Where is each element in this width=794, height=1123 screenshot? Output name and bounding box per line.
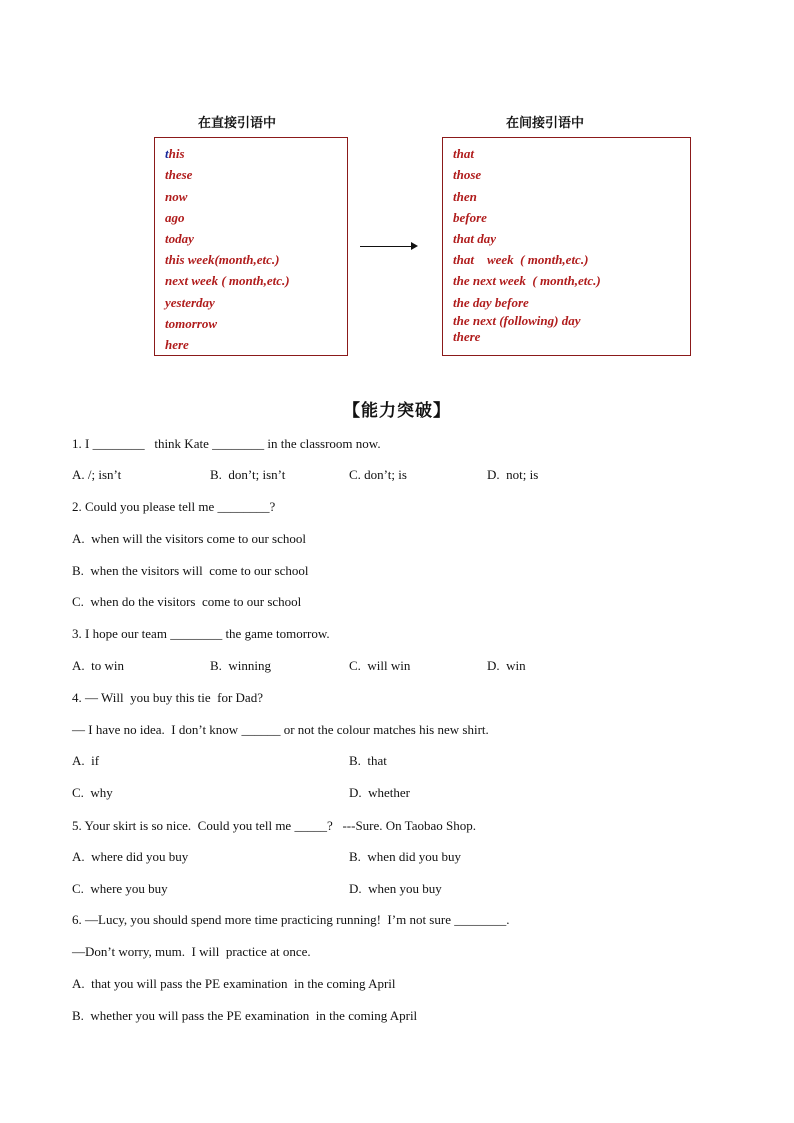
q4-option-a: A. if [72,753,100,768]
direct-word: ago [165,210,185,225]
q2-option-a: A. when will the visitors come to our school [72,531,306,546]
direct-word: this week(month,etc.) [165,252,280,267]
indirect-word: the next (following) day [453,313,581,328]
q5-option-a: A. where did you buy [72,849,189,864]
direct-word: tomorrow [165,316,218,331]
q2-option-c: C. when do the visitors come to our school [72,594,302,609]
q4-option-b: B. that [349,753,387,768]
direct-word: today [165,231,194,246]
indirect-word: that [453,146,474,161]
direct-speech-box [154,137,348,356]
question-2-stem: 2. Could you please tell me ________? [72,499,276,514]
question-1-stem: 1. I ________ think Kate ________ in the classroom now. [72,436,381,451]
q5-option-b: B. when did you buy [349,849,461,864]
cursor-mark: t [165,146,169,161]
question-4-stem: 4. — Will you buy this tie for Dad? [72,690,263,705]
indirect-word: there [453,329,481,344]
direct-speech-caption: 在直接引语中 [198,116,277,131]
q3-option-a: A. to win [72,658,124,673]
indirect-word: those [453,167,482,182]
q2-option-b: B. when the visitors will come to our school [72,563,309,578]
q3-option-b: B. winning [210,658,272,673]
section-heading: 【能力突破】 [343,401,451,421]
q1-option-c: C. don’t; is [349,467,407,482]
right-arrow-icon [360,246,412,247]
indirect-word: then [453,189,477,204]
direct-word: now [165,189,188,204]
direct-word: here [165,337,189,352]
q1-option-d: D. not; is [487,467,539,482]
direct-word: yesterday [165,295,215,310]
direct-word: these [165,167,193,182]
question-6-stem: 6. —Lucy, you should spend more time practicing running! I’m not sure ________. [72,912,510,927]
q6-option-a: A. that you will pass the PE examination in the coming April [72,976,396,991]
indirect-speech-caption: 在间接引语中 [506,116,585,131]
question-6-stem-reply: —Don’t worry, mum. I will practice at once. [72,944,311,959]
direct-word: next week ( month,etc.) [165,273,290,288]
indirect-word: before [453,210,487,225]
q6-option-b: B. whether you will pass the PE examination in the coming April [72,1008,418,1023]
question-4-stem-reply: — I have no idea. I don’t know ______ or not the colour matches his new shirt. [72,722,489,737]
question-3-stem: 3. I hope our team ________ the game tomorrow. [72,626,330,641]
q5-option-c: C. where you buy [72,881,168,896]
q3-option-c: C. will win [349,658,411,673]
question-5-stem: 5. Your skirt is so nice. Could you tell me _____? ---Sure. On Taobao Shop. [72,818,476,833]
q1-option-a: A. /; isn’t [72,467,122,482]
indirect-word: the next week ( month,etc.) [453,273,601,288]
indirect-word: that day [453,231,496,246]
q4-option-d: D. whether [349,785,411,800]
q4-option-c: C. why [72,785,113,800]
indirect-word: that week ( month,etc.) [453,252,589,267]
q5-option-d: D. when you buy [349,881,442,896]
indirect-word: the day before [453,295,529,310]
q3-option-d: D. win [487,658,526,673]
q1-option-b: B. don’t; isn’t [210,467,286,482]
direct-word-this: this [165,146,185,161]
indirect-speech-box [442,137,691,356]
